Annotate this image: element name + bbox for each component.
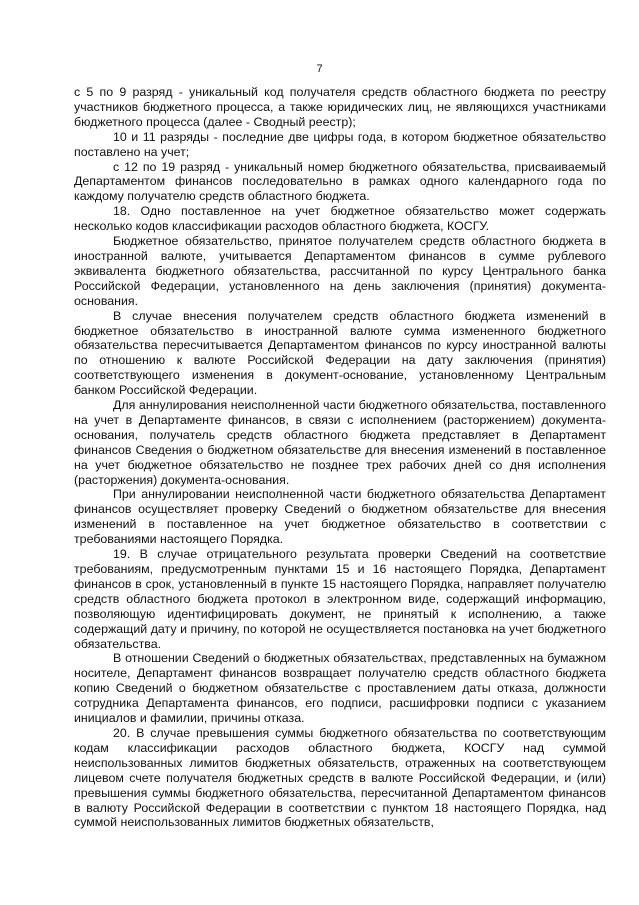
paragraph-currency-recalculation: В случае внесения получателем средств областного бюджета изменений в бюджетное обязательство в иностранной валюте сумма измененного бюджетного обязательства пересчитывается Департаментом финансов по курсу иностранной валюты по отношению к валюте Российской Федерации на дату заключения (принятия) соответствующего изменения в документ-основание, установленному Центральным банком Российской Федерации. <box>74 308 606 398</box>
paragraph-item-20: 20. В случае превышения суммы бюджетного обязательства по соответствующим кодам классификации расходов областного бюджета, КОСГУ над суммой неиспользованных лимитов бюджетных обязательств, отраженных на соответствующем лицевом счете получателя бюджетных средств в валюте Российской Федерации, и (или) превышения суммы бюджетного обязательства, пересчитанной Департаментом финансов в валюту Российской Федерации в соответствии с пунктом 18 настоящего Порядка, над суммой неиспользованных лимитов бюджетных обязательств, <box>74 725 606 830</box>
paragraph-code-digits-10-11: 10 и 11 разряды - последние две цифры года, в котором бюджетное обязательство поставлено на учет; <box>74 129 606 159</box>
paragraph-item-18: 18. Одно поставленное на учет бюджетное обязательство может содержать несколько кодов классификации расходов областного бюджета, КОСГУ. <box>74 204 606 234</box>
paragraph-annulment-check: При аннулировании неисполненной части бюджетного обязательства Департамент финансов осуществляет проверку Сведений о бюджетном обязательстве для внесения изменений в поставленное на учет бюджетное обязательство в соответствии с требованиями настоящего Порядка. <box>74 487 606 547</box>
paragraph-annulment-request: Для аннулирования неисполненной части бюджетного обязательства, поставленного на учет в Департаменте финансов, в связи с исполнением (расторжением) документа-основания, получатель средств областного бюджета представляет в Департамент финансов Сведения о бюджетном обязательстве для внесения изменений в поставленное на учет бюджетное обязательство не позднее трех рабочих дней со дня исполнения (расторжения) документа-основания. <box>74 398 606 487</box>
document-body <box>74 85 606 830</box>
paragraph-code-digits-12-19: с 12 по 19 разряд - уникальный номер бюджетного обязательства, присваиваемый Департаментом финансов последовательно в рамках одного календарного года по каждому получателю средств областного бюджета. <box>74 159 606 204</box>
paragraph-paper-submission: В отношении Сведений о бюджетных обязательствах, представленных на бумажном носителе, Департамент финансов возвращает получателю средств областного бюджета копию Сведений о бюджетном обязательстве с проставлением даты отказа, должности сотрудника Департамента финансов, его подписи, расшифровки подписи с указанием инициалов и фамилии, причины отказа. <box>74 651 606 726</box>
paragraph-code-digits-5-9: с 5 по 9 разряд - уникальный код получателя средств областного бюджета по реестру участников бюджетного процесса, а также юридических лиц, не являющихся участниками бюджетного процесса (далее - Сводный реестр); <box>74 85 606 129</box>
paragraph-foreign-currency: Бюджетное обязательство, принятое получателем средств областного бюджета в иностранной валюте, учитывается Департаментом финансов в сумме рублевого эквивалента бюджетного обязательства, рассчитанной по курсу Центрального банка Российской Федерации, установленного на день заключения (принятия) документа-основания. <box>74 234 606 308</box>
paragraph-item-19: 19. В случае отрицательного результата проверки Сведений на соответствие требованиям, предусмотренным пунктами 15 и 16 настоящего Порядка, Департамент финансов в срок, установленный в пункте 15 настоящего Порядка, направляет получателю средств областного бюджета протокол в электронном виде, содержащий информацию, позволяющую идентифицировать документ, не принятый к исполнению, а также содержащий дату и причину, по которой не осуществляется постановка на учет бюджетного обязательства. <box>74 547 606 651</box>
page-number: 7 <box>316 63 323 75</box>
